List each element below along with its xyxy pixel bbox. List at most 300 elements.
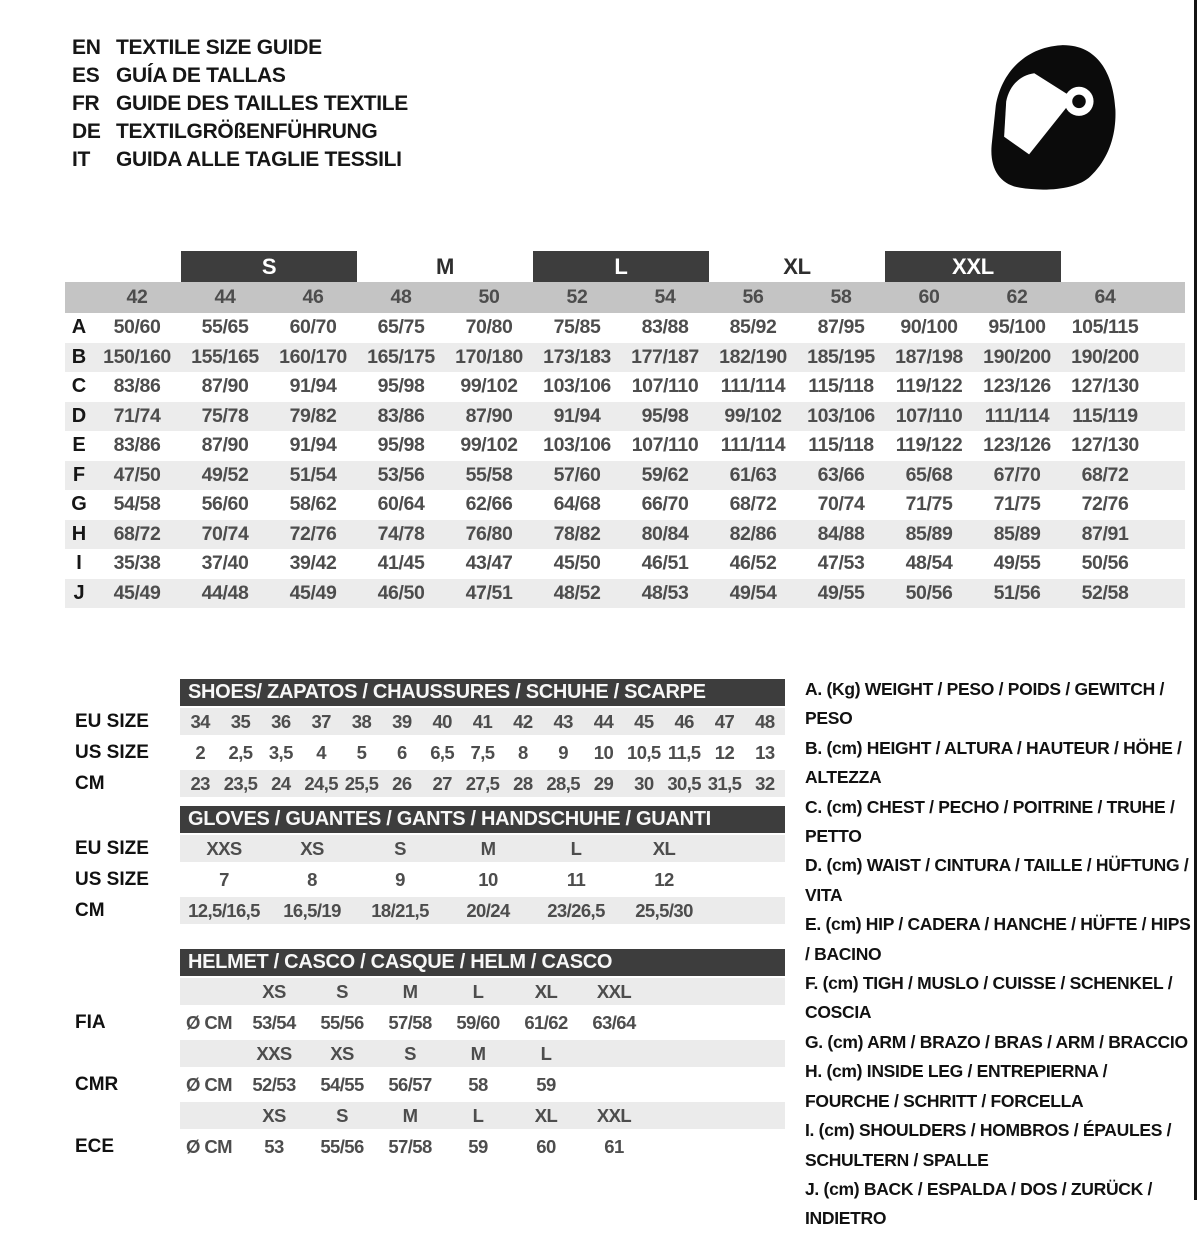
measurement-cell: 187/198: [895, 345, 963, 368]
helmet-value-cell: 61: [604, 1135, 624, 1157]
measurement-cell: 127/130: [1071, 375, 1139, 398]
measurement-cell: 123/126: [983, 434, 1051, 457]
measurement-cell: 62/66: [465, 493, 513, 516]
value-cell: 40: [432, 710, 452, 732]
measurement-cell: 57/60: [553, 463, 601, 486]
value-cell: 4: [316, 741, 326, 763]
measurement-cell: 52/58: [1081, 581, 1129, 604]
measurement-cell: 155/165: [191, 345, 259, 368]
measurement-cell: 74/78: [377, 522, 425, 545]
measurement-cell: 51/56: [993, 581, 1041, 604]
language-title: GUÍA DE TALLAS: [116, 64, 286, 87]
helmet-value-cell: XXL: [596, 980, 632, 1002]
measurement-cell: 53/56: [377, 463, 425, 486]
row-label: EU SIZE: [75, 837, 149, 859]
value-cell: 11: [566, 868, 586, 890]
measurement-cell: 45/50: [553, 552, 601, 575]
measurement-row: [65, 579, 1185, 609]
gloves-rows: [65, 833, 785, 926]
language-code: DE: [72, 120, 101, 143]
row-label: CM: [75, 899, 105, 921]
measurement-cell: 103/106: [543, 434, 611, 457]
value-cell: 2: [195, 741, 206, 763]
language-code: IT: [72, 148, 91, 171]
measurement-cell: 68/72: [1081, 463, 1129, 486]
value-cell: 6,5: [430, 741, 455, 763]
measurement-cell: 99/102: [460, 434, 518, 457]
measurement-cell: 47/53: [817, 552, 865, 575]
measurement-cell: 95/98: [377, 375, 425, 398]
helmet-value-cell: XXL: [596, 1104, 632, 1126]
measurement-cell: 182/190: [719, 345, 787, 368]
measurement-cell: 71/75: [905, 493, 953, 516]
language-code: EN: [72, 36, 101, 59]
measurement-cell: 87/91: [1081, 522, 1129, 545]
measurement-cell: 70/74: [201, 522, 249, 545]
value-cell: 38: [351, 710, 372, 732]
measurement-cell: 177/187: [631, 345, 699, 368]
measurement-cell: 95/100: [988, 316, 1046, 339]
numeric-size-cell: 42: [126, 286, 148, 308]
measurement-cell: 91/94: [289, 375, 337, 398]
measurement-cell: 50/60: [113, 316, 161, 339]
size-row: [65, 864, 785, 895]
value-cell: 10: [593, 741, 614, 763]
legend-item: D. (cm) WAIST / CINTURA / TAILLE / HÜFTUNG / VITA: [805, 855, 1189, 905]
measurement-cell: 123/126: [983, 375, 1051, 398]
value-cell: 7: [219, 868, 229, 890]
row-values: [180, 833, 785, 864]
value-cell: 30,5: [667, 772, 701, 794]
helmet-row: [65, 1007, 785, 1038]
size-row: [65, 706, 785, 737]
measurement-cell: 64/68: [553, 493, 601, 516]
standard-label: CMR: [75, 1073, 119, 1095]
helmet-value-cell: M: [402, 980, 418, 1002]
helmet-value-cell: 59: [536, 1073, 556, 1095]
value-cell: L: [570, 837, 582, 859]
measurement-cell: 41/45: [377, 552, 425, 575]
row-letter: C: [71, 375, 87, 398]
measurement-cell: 87/95: [817, 316, 865, 339]
numeric-size-cell: 54: [654, 286, 676, 308]
legend-item: E. (cm) HIP / CADERA / HANCHE / HÜFTE / HIPS / BACINO: [805, 914, 1191, 964]
measurement-cell: 49/55: [993, 552, 1041, 575]
measurement-cell: 103/106: [543, 375, 611, 398]
measurement-cell: 45/49: [289, 581, 337, 604]
value-cell: 46: [674, 710, 694, 732]
row-letter: A: [71, 316, 87, 339]
value-cell: 12,5/16,5: [188, 899, 260, 921]
value-cell: M: [480, 837, 496, 859]
measurement-cell: 45/49: [113, 581, 161, 604]
helmet-value-cell: S: [404, 1042, 416, 1064]
numeric-size-cell: 58: [830, 286, 852, 308]
numeric-size-cell: 56: [742, 286, 764, 308]
measurement-cell: 190/200: [1071, 345, 1139, 368]
measurement-cell: 111/114: [720, 375, 786, 398]
helmet-value-cell: 53/54: [252, 1011, 296, 1033]
language-code: FR: [72, 92, 100, 115]
value-cell: XXS: [206, 837, 242, 859]
value-cell: 2,5: [228, 741, 253, 763]
numeric-size-cell: 60: [918, 286, 940, 308]
helmet-value-cell: L: [472, 1104, 484, 1126]
size-group-label: XXL: [885, 251, 1061, 282]
measurement-cell: 72/76: [1081, 493, 1129, 516]
helmet-rows: [65, 976, 785, 1162]
value-cell: 23,5: [223, 772, 258, 794]
helmet-value-cell: XS: [262, 1104, 286, 1126]
measurement-cell: 68/72: [113, 522, 161, 545]
measurement-cell: 37/40: [201, 552, 249, 575]
helmet-row: [65, 1069, 785, 1100]
value-cell: 8: [517, 741, 528, 763]
language-row: [72, 118, 408, 146]
value-cell: 34: [190, 710, 210, 732]
value-cell: 24,5: [304, 772, 338, 794]
measurement-cell: 56/60: [201, 493, 249, 516]
standard-label: ECE: [75, 1135, 115, 1157]
legend-item: G. (cm) ARM / BRAZO / BRAS / ARM / BRACCIO: [805, 1031, 1188, 1052]
measurement-cell: 46/52: [729, 552, 777, 575]
shoes-table: [65, 679, 785, 799]
helmet-value-cell: XS: [262, 980, 286, 1002]
helmet-row-values: [180, 976, 785, 1007]
numeric-size-cell: 50: [478, 286, 500, 308]
measurement-cell: 72/76: [289, 522, 337, 545]
measurement-cell: 51/54: [289, 463, 337, 486]
size-row: [65, 737, 785, 768]
standard-label: [65, 976, 180, 1007]
row-letter: F: [72, 463, 86, 486]
measurement-cell: 115/118: [808, 434, 874, 457]
value-cell: 47: [714, 710, 735, 732]
helmet-value-cell: L: [540, 1042, 552, 1064]
size-group-label: M: [435, 253, 455, 279]
diameter-unit-cell: Ø CM: [186, 1011, 232, 1033]
value-cell: 10: [478, 868, 498, 890]
helmet-value-cell: 57/58: [388, 1135, 432, 1157]
measurement-cell: 95/98: [377, 434, 425, 457]
measurement-cell: 87/90: [201, 375, 249, 398]
helmet-table: [65, 949, 785, 1162]
value-cell: 18/21,5: [371, 899, 429, 921]
value-cell: XS: [300, 837, 324, 859]
helmet-value-cell: 59: [468, 1135, 488, 1157]
measurement-cell: 85/92: [729, 316, 777, 339]
measurement-cell: 83/88: [641, 316, 689, 339]
row-label: US SIZE: [75, 741, 149, 763]
measurement-cell: 85/89: [905, 522, 953, 545]
measurement-cell: 61/63: [729, 463, 777, 486]
measurement-cell: 160/170: [279, 345, 347, 368]
value-cell: 16,5/19: [283, 899, 341, 921]
measurement-row: [65, 431, 1185, 461]
value-cell: 45: [634, 710, 654, 732]
helmet-value-cell: XXS: [256, 1042, 292, 1064]
measurement-cell: 70/80: [465, 316, 513, 339]
helmet-table-title: HELMET / CASCO / CASQUE / HELM / CASCO: [180, 949, 785, 976]
helmet-row: [65, 1038, 785, 1069]
measurement-cell: 50/56: [905, 581, 953, 604]
value-cell: 27: [432, 772, 452, 794]
measurement-cell: 63/66: [817, 463, 865, 486]
measurement-cell: 107/110: [631, 434, 699, 457]
size-group-label: XL: [783, 253, 811, 279]
measurement-cell: 79/82: [289, 404, 337, 427]
measurement-cell: 119/122: [895, 434, 963, 457]
helmet-value-cell: XL: [534, 1104, 558, 1126]
standard-label: FIA: [75, 1011, 106, 1033]
measurement-cell: 50/56: [1081, 552, 1129, 575]
measurement-cell: 111/114: [720, 434, 786, 457]
helmet-value-cell: 61/62: [524, 1011, 568, 1033]
row-letter: J: [73, 581, 85, 604]
helmet-row: [65, 976, 785, 1007]
helmet-value-cell: 58: [468, 1073, 488, 1095]
helmet-value-cell: L: [472, 980, 484, 1002]
value-cell: 48: [755, 710, 775, 732]
helmet-row-values: [180, 1100, 785, 1131]
value-cell: 3,5: [268, 741, 293, 763]
row-letter: E: [72, 434, 86, 457]
letter-spacer: [65, 282, 93, 313]
value-cell: 30: [634, 772, 654, 794]
measurement-row: [65, 461, 1185, 491]
value-cell: 20/24: [466, 899, 510, 921]
measurement-legend: [805, 675, 1193, 1234]
helmet-value-cell: 63/64: [592, 1011, 636, 1033]
measurement-cell: 46/50: [377, 581, 425, 604]
value-cell: 10,5: [627, 741, 661, 763]
value-cell: XL: [652, 837, 676, 859]
measurement-cell: 54/58: [113, 493, 161, 516]
helmet-row-values: [180, 1007, 785, 1038]
value-cell: 28: [513, 772, 533, 794]
racing-helmet-icon: [980, 40, 1126, 196]
measurement-cell: 55/58: [465, 463, 513, 486]
numeric-size-cell: 64: [1094, 286, 1116, 308]
row-letter: B: [71, 345, 87, 368]
numeric-size-row: [65, 282, 1185, 313]
value-cell: 27,5: [465, 772, 500, 794]
measurement-cell: 190/200: [983, 345, 1051, 368]
language-title: TEXTILGRÖßENFÜHRUNG: [116, 120, 378, 143]
value-cell: 25,5: [344, 772, 379, 794]
measurement-cell: 87/90: [465, 404, 513, 427]
language-title: GUIDA ALLE TAGLIE TESSILI: [116, 148, 402, 171]
helmet-value-cell: 59/60: [456, 1011, 500, 1033]
measurement-cell: 75/85: [553, 316, 601, 339]
helmet-value-cell: 56/57: [388, 1073, 432, 1095]
size-group-header: [65, 251, 1185, 282]
legend-item: I. (cm) SHOULDERS / HOMBROS / ÉPAULES / SCHULTERN / SPALLE: [805, 1120, 1172, 1170]
measurement-cell: 66/70: [641, 493, 689, 516]
measurement-cell: 83/86: [377, 404, 425, 427]
measurement-cell: 119/122: [895, 375, 963, 398]
measurement-cell: 173/183: [543, 345, 611, 368]
row-label: EU SIZE: [75, 710, 149, 732]
legend-item: C. (cm) CHEST / PECHO / POITRINE / TRUHE / PETTO: [805, 796, 1175, 847]
value-cell: 23: [190, 772, 210, 794]
numeric-size-cell: 62: [1006, 286, 1028, 308]
measurement-row: [65, 402, 1185, 432]
row-values: [180, 864, 785, 895]
measurement-cell: 95/98: [641, 404, 689, 427]
legend-item: F. (cm) TIGH / MUSLO / CUISSE / SCHENKEL / COSCIA: [805, 973, 1173, 1023]
row-values: [180, 737, 785, 768]
measurement-cell: 70/74: [817, 493, 865, 516]
measurement-cell: 91/94: [289, 434, 337, 457]
value-cell: 41: [472, 710, 493, 732]
language-row: [72, 62, 408, 90]
measurement-cell: 90/100: [900, 316, 958, 339]
language-code: ES: [72, 64, 100, 87]
gloves-table-title: GLOVES / GUANTES / GANTS / HANDSCHUHE / GUANTI: [180, 806, 785, 833]
legend-item: A. (Kg) WEIGHT / PESO / POIDS / GEWITCH / PESO: [805, 679, 1165, 729]
value-cell: 28,5: [546, 772, 580, 794]
measurement-cell: 58/62: [289, 493, 337, 516]
measurement-cell: 60/64: [377, 493, 425, 516]
measurement-cell: 107/110: [895, 404, 963, 427]
value-cell: 37: [311, 710, 331, 732]
numeric-size-cell: 52: [566, 286, 588, 308]
measurement-cell: 170/180: [455, 345, 523, 368]
measurement-cell: 82/86: [729, 522, 777, 545]
measurement-cell: 105/115: [1071, 316, 1139, 339]
measurement-cell: 48/53: [641, 581, 689, 604]
legend-item: J. (cm) BACK / ESPALDA / DOS / ZURÜCK / INDIETRO: [805, 1178, 1153, 1229]
value-cell: 9: [558, 741, 568, 763]
value-cell: 29: [593, 772, 614, 794]
helmet-value-cell: 52/53: [252, 1073, 296, 1095]
measurement-cell: 99/102: [724, 404, 782, 427]
diameter-unit-cell: Ø CM: [186, 1073, 232, 1095]
measurement-cell: 103/106: [807, 404, 875, 427]
measurement-cell: 83/86: [113, 434, 161, 457]
helmet-value-cell: 60: [536, 1135, 556, 1157]
measurement-cell: 150/160: [103, 345, 171, 368]
measurement-cell: 49/52: [201, 463, 249, 486]
row-letter: I: [76, 552, 82, 575]
row-values: [180, 768, 785, 799]
helmet-value-cell: 55/56: [320, 1011, 364, 1033]
measurement-cell: 76/80: [465, 522, 513, 545]
numeric-size-cell: 44: [214, 286, 236, 308]
measurement-cell: 47/51: [465, 581, 513, 604]
measurement-rows: [65, 313, 1185, 608]
value-cell: 31,5: [707, 772, 742, 794]
row-letter: G: [71, 493, 87, 516]
measurement-cell: 87/90: [201, 434, 249, 457]
value-cell: 24: [271, 772, 291, 794]
measurement-cell: 111/114: [984, 404, 1050, 427]
measurement-cell: 75/78: [201, 404, 249, 427]
measurement-cell: 127/130: [1071, 434, 1139, 457]
helmet-value-cell: XL: [534, 980, 558, 1002]
standard-label: [65, 1100, 180, 1131]
helmet-value-cell: 54/55: [320, 1073, 364, 1095]
measurement-cell: 165/175: [367, 345, 435, 368]
measurement-cell: 71/74: [113, 404, 161, 427]
measurement-row: [65, 520, 1185, 550]
value-cell: 42: [513, 710, 533, 732]
measurement-row: [65, 490, 1185, 520]
measurement-cell: 59/62: [641, 463, 689, 486]
helmet-row-values: [180, 1038, 785, 1069]
measurement-cell: 80/84: [641, 522, 689, 545]
measurement-cell: 48/52: [553, 581, 601, 604]
measurement-cell: 83/86: [113, 375, 161, 398]
language-row: [72, 34, 408, 62]
helmet-row: [65, 1100, 785, 1131]
value-cell: 36: [271, 710, 291, 732]
measurement-cell: 68/72: [729, 493, 777, 516]
measurement-row: [65, 372, 1185, 402]
measurement-cell: 47/50: [113, 463, 161, 486]
measurement-cell: 91/94: [553, 404, 601, 427]
value-cell: 8: [307, 868, 317, 890]
size-group-label: S: [181, 251, 357, 282]
gloves-table: [65, 806, 785, 926]
language-title: GUIDE DES TAILLES TEXTILE: [116, 92, 408, 115]
value-cell: 35: [230, 710, 251, 732]
numeric-size-cell: 46: [302, 286, 324, 308]
measurement-cell: 48/54: [905, 552, 953, 575]
scan-edge-line: [1194, 0, 1197, 1200]
measurement-cell: 185/195: [807, 345, 875, 368]
measurement-cell: 99/102: [460, 375, 518, 398]
measurement-cell: 67/70: [993, 463, 1041, 486]
measurement-cell: 49/55: [817, 581, 865, 604]
value-cell: 12: [714, 741, 735, 763]
language-list: [72, 34, 408, 174]
measurement-cell: 39/42: [289, 552, 337, 575]
value-cell: 7,5: [470, 741, 495, 763]
shoes-table-title: SHOES/ ZAPATOS / CHAUSSURES / SCHUHE / SCARPE: [180, 679, 785, 706]
row-label: US SIZE: [75, 868, 149, 890]
value-cell: 32: [755, 772, 775, 794]
size-row: [65, 895, 785, 926]
row-letter: H: [71, 522, 87, 545]
legend-item: H. (cm) INSIDE LEG / ENTREPIERNA / FOURCHE / SCHRITT / FORCELLA: [805, 1061, 1108, 1111]
numeric-size-cell: 48: [390, 286, 412, 308]
measurement-row: [65, 313, 1185, 343]
measurement-cell: 107/110: [631, 375, 699, 398]
measurement-cell: 85/89: [993, 522, 1041, 545]
size-row: [65, 833, 785, 864]
value-cell: 23/26,5: [547, 899, 605, 921]
value-cell: 5: [356, 741, 367, 763]
row-letter: D: [71, 404, 87, 427]
value-cell: 11,5: [667, 741, 701, 763]
measurement-cell: 84/88: [817, 522, 865, 545]
measurement-cell: 115/119: [1072, 404, 1138, 427]
value-cell: 26: [392, 772, 412, 794]
measurement-cell: 115/118: [808, 375, 874, 398]
helmet-value-cell: 53: [264, 1135, 284, 1157]
measurement-cell: 46/51: [641, 552, 689, 575]
measurement-cell: 60/70: [289, 316, 337, 339]
measurement-cell: 35/38: [113, 552, 161, 575]
value-cell: 13: [755, 741, 775, 763]
language-title: TEXTILE SIZE GUIDE: [116, 36, 322, 59]
row-label: CM: [75, 772, 105, 794]
helmet-value-cell: M: [470, 1042, 486, 1064]
value-cell: 6: [396, 741, 407, 763]
value-cell: 25,5/30: [635, 899, 693, 921]
